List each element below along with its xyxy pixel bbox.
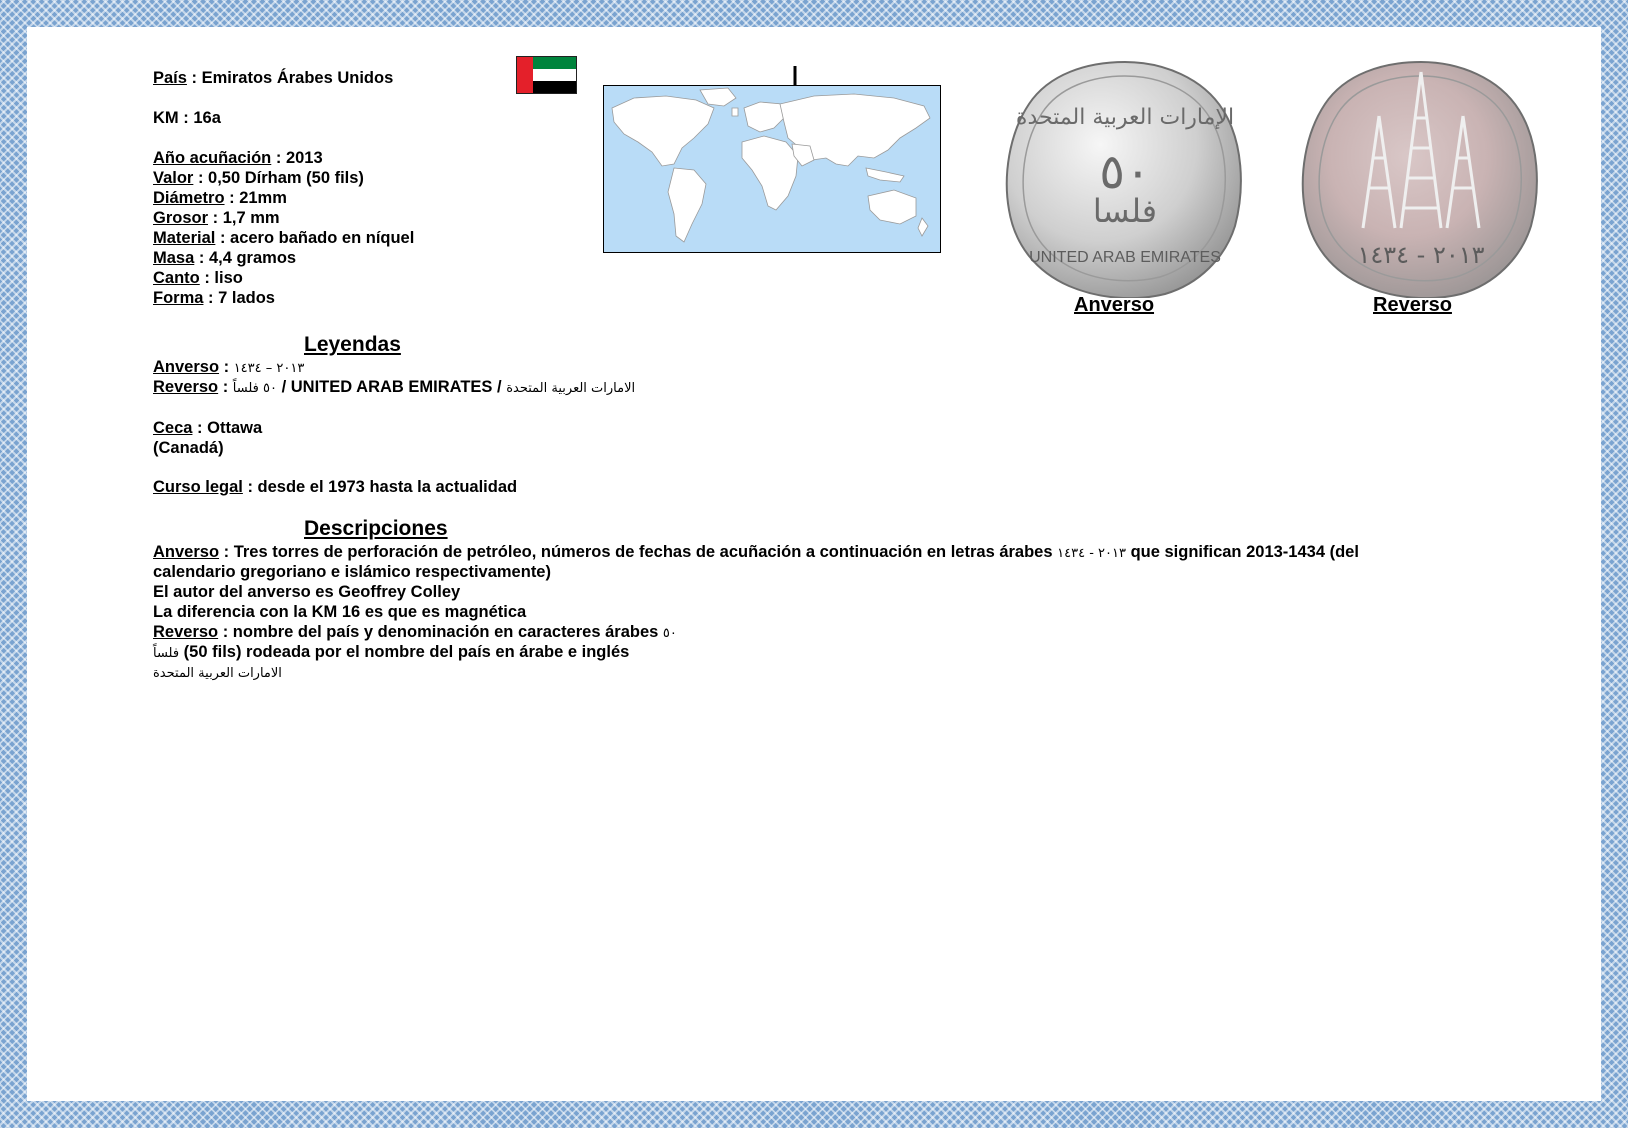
coin-reverse-image xyxy=(1299,58,1543,298)
ano-label: Año acuñación xyxy=(153,149,272,167)
forma-label: Forma xyxy=(153,289,204,307)
leyenda-anverso-label: Anverso xyxy=(153,358,220,376)
uae-flag xyxy=(516,56,577,94)
coin-obverse-image xyxy=(1003,58,1247,298)
desc-anverso-text-2: que significan 2013-1434 (del xyxy=(1130,543,1359,561)
valor-label: Valor xyxy=(153,169,194,187)
masa-line: Masa : 4,4 gramos xyxy=(153,249,297,267)
valor-line: Valor : 0,50 Dírham (50 fils) xyxy=(153,169,364,187)
canto-label: Canto xyxy=(153,269,200,287)
coin-obverse-top-legend: الإمارات العربية المتحدة xyxy=(1015,105,1235,130)
diametro-line: Diámetro : 21mm xyxy=(153,189,287,207)
ano-value: 2013 xyxy=(285,149,323,167)
descripciones-heading: Descripciones xyxy=(304,517,448,540)
leyenda-separator-2: / xyxy=(497,378,502,396)
desc-anverso-line-1: Anverso : Tres torres de perforación de petróleo, números de fechas de acuñación a continuación en letras árabes ٢٠١٣ - ١٤٣٤ que significan 2013-1434 (del xyxy=(153,543,1359,561)
desc-reverso-line-3 xyxy=(153,662,282,684)
leyenda-reverso-line: Reverso : ٥٠ فلساً / UNITED ARAB EMIRATES / الامارات العربية المتحدة xyxy=(153,378,636,396)
curso-value: desde el 1973 hasta la actualidad xyxy=(257,478,518,496)
desc-autor: El autor del anverso es Geoffrey Colley xyxy=(153,583,461,601)
material-line: Material : acero bañado en níquel xyxy=(153,229,415,247)
leyenda-reverso-arabic-50: ٥٠ فلساً xyxy=(232,381,277,396)
masa-value: 4,4 gramos xyxy=(208,249,297,267)
leyenda-reverso-label: Reverso xyxy=(153,378,219,396)
forma-line: Forma : 7 lados xyxy=(153,289,275,307)
desc-reverso-arabic-fils: فلساً xyxy=(153,646,180,661)
diametro-label: Diámetro xyxy=(153,189,225,207)
desc-reverso-arabic-50: ٥٠ xyxy=(662,626,677,641)
coin-obverse-caption: Anverso xyxy=(1074,294,1155,316)
coin-obverse-denomination: ٥٠ xyxy=(1099,144,1151,200)
material-label: Material xyxy=(153,229,216,247)
km-value: 16a xyxy=(193,109,221,127)
desc-anverso-text-1: Tres torres de perforación de petróleo, números de fechas de acuñación a continuación en letras árabes xyxy=(233,543,1053,561)
grosor-line: Grosor : 1,7 mm xyxy=(153,209,280,227)
coin-obverse-bottom-legend: UNITED ARAB EMIRATES xyxy=(1029,249,1221,266)
desc-anverso-arabic-dates: ٢٠١٣ - ١٤٣٤ xyxy=(1057,546,1126,561)
coin-reverse-date: ٢٠١٣ - ١٤٣٤ xyxy=(1357,241,1485,269)
desc-reverso-line-1: Reverso : nombre del país y denominación en caracteres árabes ٥٠ xyxy=(153,623,677,641)
curso-label: Curso legal xyxy=(153,478,243,496)
ano-line: Año acuñación : 2013 xyxy=(153,149,323,167)
canto-value: liso xyxy=(214,269,243,287)
valor-value: 0,50 Dírham (50 fils) xyxy=(208,169,364,187)
desc-anverso-line-2: calendario gregoriano e islámico respectivamente) xyxy=(153,563,551,581)
coin-obverse-fils: فلسا xyxy=(1092,192,1158,230)
km-label: KM xyxy=(153,109,179,127)
desc-diferencia: La diferencia con la KM 16 es que es magnética xyxy=(153,603,527,621)
grosor-label: Grosor xyxy=(153,209,209,227)
world-map xyxy=(603,85,941,253)
world-map-graphic xyxy=(604,86,940,252)
ceca-value: Ottawa xyxy=(207,419,263,437)
desc-reverso-line-2 xyxy=(153,642,629,664)
ceca-line: Ceca : Ottawa xyxy=(153,419,263,437)
diametro-value: 21mm xyxy=(239,189,287,207)
km-line: KM : 16a xyxy=(153,109,221,127)
leyenda-anverso-value: ٢٠١٣ – ١٤٣٤ xyxy=(233,361,305,376)
desc-anverso-label: Anverso xyxy=(153,543,220,561)
ceca-label: Ceca xyxy=(153,419,193,437)
forma-value: 7 lados xyxy=(218,289,275,307)
material-value: acero bañado en níquel xyxy=(230,229,415,247)
masa-label: Masa xyxy=(153,249,195,267)
desc-reverso-label: Reverso xyxy=(153,623,219,641)
curso-line: Curso legal : desde el 1973 hasta la actualidad xyxy=(153,478,518,496)
pais-line: País : Emiratos Árabes Unidos xyxy=(153,69,394,87)
leyenda-reverso-en: UNITED ARAB EMIRATES xyxy=(290,378,493,396)
pais-value: Emiratos Árabes Unidos xyxy=(201,69,394,87)
canto-line: Canto : liso xyxy=(153,269,243,287)
desc-reverso-text-2: (50 fils) rodeada por el nombre del país en árabe e inglés xyxy=(183,643,630,661)
desc-reverso-text-1: nombre del país y denominación en caracteres árabes xyxy=(232,623,659,641)
coin-reverse-caption: Reverso xyxy=(1373,294,1452,316)
ceca-country: (Canadá) xyxy=(153,439,224,457)
desc-reverso-arabic-name: الامارات العربية المتحدة xyxy=(153,666,282,681)
leyendas-heading: Leyendas xyxy=(304,333,401,356)
leyenda-separator: / xyxy=(281,378,287,396)
pais-label: País xyxy=(153,69,187,87)
grosor-value: 1,7 mm xyxy=(222,209,280,227)
leyenda-anverso-line: Anverso : ٢٠١٣ – ١٤٣٤ xyxy=(153,358,305,376)
leyenda-reverso-arabic-name: الامارات العربية المتحدة xyxy=(506,381,636,396)
